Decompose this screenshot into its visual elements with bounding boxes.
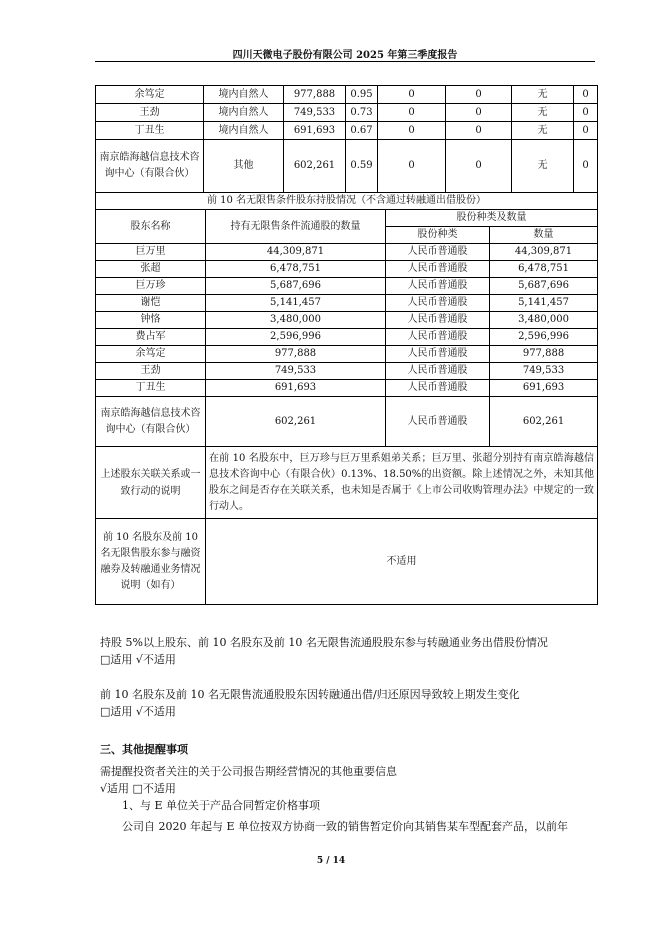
holder-shares: 691,693 [284,122,346,140]
holder-shares: 749,533 [284,104,346,122]
share-amount: 2,596,996 [490,329,598,346]
share-amount: 749,533 [490,363,598,380]
holder-name: 费占军 [96,329,206,346]
pledge-status: 无 [512,140,574,193]
table-header-row [96,210,598,227]
table-title-row [96,193,598,210]
holder-shares: 602,261 [284,140,346,193]
restricted-shares: 0 [378,104,446,122]
table-row [96,397,598,447]
table-title: 前 10 名无限售条件股东持股情况（不含通过转融通出借股份） [96,193,598,210]
item-body: 公司自 2020 年起与 E 单位按双方协商一致的销售暂定价向其销售某车型配套产品，以前年 [122,820,569,833]
holder-pct: 0.67 [346,122,378,140]
relation-description: 在前 10 名股东中，巨万珍与巨万里系姐弟关系；巨万里、张超分别持有南京皓海越信息技术咨询中心（有限合伙）0.13%、18.50%的出资额。除上述情况之外，未知其他股东之间是否存在关联关系，也未知是否属于《上市公司收购管理办法》中规定的一致行动人。 [206,447,598,519]
lending-options: □适用 √不适用 [100,653,176,666]
holder-name: 张超 [96,261,206,278]
table-row [96,140,598,193]
margin-trading-label: 前 10 名股东及前 10 名无限售股东参与融资融券及转融通业务情况说明（如有） [96,519,206,605]
table-row [96,312,598,329]
header-divider [95,61,595,62]
share-kind: 人民币普通股 [386,363,490,380]
unrestricted-qty: 44,309,871 [206,244,386,261]
unrestricted-qty: 6,478,751 [206,261,386,278]
section-title: 三、其他提醒事项 [100,743,188,756]
table-row [96,244,598,261]
share-amount: 44,309,871 [490,244,598,261]
pledge-count: 0 [446,86,512,104]
column-header-holder: 股东名称 [96,210,206,244]
unrestricted-qty: 977,888 [206,346,386,363]
holder-name: 丁丑生 [96,122,204,140]
share-kind: 人民币普通股 [386,295,490,312]
table-row [96,122,598,140]
unrestricted-qty: 691,693 [206,380,386,397]
share-amount: 5,141,457 [490,295,598,312]
pledge-count: 0 [446,122,512,140]
holder-type: 境内自然人 [204,104,284,122]
share-kind: 人民币普通股 [386,278,490,295]
lending-statement: 持股 5%以上股东、前 10 名股东及前 10 名无限售流通股股东参与转融通业务出借股份情况 [100,636,548,649]
holder-name: 南京皓海越信息技术咨询中心（有限合伙） [96,140,204,193]
margin-trading-value: 不适用 [206,519,598,605]
holder-name: 谢恺 [96,295,206,312]
margin-trading-row [96,519,598,605]
unrestricted-qty: 3,480,000 [206,312,386,329]
unrestricted-qty: 2,596,996 [206,329,386,346]
holder-pct: 0.59 [346,140,378,193]
share-kind: 人民币普通股 [386,261,490,278]
top-shareholders-table [95,85,598,193]
pledge-status: 无 [512,86,574,104]
table-row [96,329,598,346]
holder-name: 余笃定 [96,86,204,104]
share-amount: 5,687,696 [490,278,598,295]
table-row [96,261,598,278]
share-kind: 人民币普通股 [386,329,490,346]
holder-pct: 0.95 [346,86,378,104]
item-heading: 1、与 E 单位关于产品合同暂定价格事项 [122,799,321,812]
change-statement: 前 10 名股东及前 10 名无限售流通股股东因转融通出借/归还原因导致较上期发生变化 [100,688,520,701]
holder-name: 巨万里 [96,244,206,261]
section-intro: 需提醒投资者关注的关于公司报告期经营情况的其他重要信息 [100,765,397,778]
pledge-status: 无 [512,122,574,140]
share-kind: 人民币普通股 [386,397,490,447]
holder-type: 其他 [204,140,284,193]
holder-name: 南京皓海越信息技术咨询中心（有限合伙） [96,397,206,447]
section-options: √适用 □不适用 [100,782,176,795]
page-number: 5 / 14 [316,856,346,866]
share-kind: 人民币普通股 [386,346,490,363]
holder-name: 巨万珍 [96,278,206,295]
pledge-quantity: 0 [574,86,598,104]
pledge-count: 0 [446,140,512,193]
change-options: □适用 √不适用 [100,705,176,718]
holder-name: 钟恪 [96,312,206,329]
restricted-shares: 0 [378,122,446,140]
pledge-status: 无 [512,104,574,122]
pledge-count: 0 [446,104,512,122]
holder-shares: 977,888 [284,86,346,104]
column-header-quantity: 持有无限售条件流通股的数量 [206,210,386,244]
page-header: 四川天微电子股份有限公司 2025 年第三季度报告 [232,50,458,61]
share-kind: 人民币普通股 [386,312,490,329]
share-kind: 人民币普通股 [386,244,490,261]
restricted-shares: 0 [378,140,446,193]
unrestricted-qty: 5,141,457 [206,295,386,312]
pledge-quantity: 0 [574,140,598,193]
restricted-shares: 0 [378,86,446,104]
unrestricted-shareholders-table [95,192,598,605]
relation-label: 上述股东关联关系或一致行动的说明 [96,447,206,519]
table-row [96,380,598,397]
share-kind: 人民币普通股 [386,380,490,397]
share-amount: 691,693 [490,380,598,397]
table-row [96,346,598,363]
table-row [96,86,598,104]
column-header-kind: 股份种类 [386,227,490,244]
unrestricted-qty: 5,687,696 [206,278,386,295]
unrestricted-qty: 602,261 [206,397,386,447]
table-row [96,278,598,295]
relation-row [96,447,598,519]
table-row [96,104,598,122]
holder-name: 王劲 [96,104,204,122]
table-row [96,363,598,380]
holder-pct: 0.73 [346,104,378,122]
table-row [96,295,598,312]
holder-type: 境内自然人 [204,122,284,140]
unrestricted-qty: 749,533 [206,363,386,380]
column-header-amount: 数量 [490,227,598,244]
column-header-kind-group: 股份种类及数量 [386,210,598,227]
pledge-quantity: 0 [574,122,598,140]
holder-type: 境内自然人 [204,86,284,104]
share-amount: 6,478,751 [490,261,598,278]
holder-name: 王劲 [96,363,206,380]
pledge-quantity: 0 [574,104,598,122]
share-amount: 3,480,000 [490,312,598,329]
share-amount: 602,261 [490,397,598,447]
holder-name: 丁丑生 [96,380,206,397]
share-amount: 977,888 [490,346,598,363]
holder-name: 余笃定 [96,346,206,363]
